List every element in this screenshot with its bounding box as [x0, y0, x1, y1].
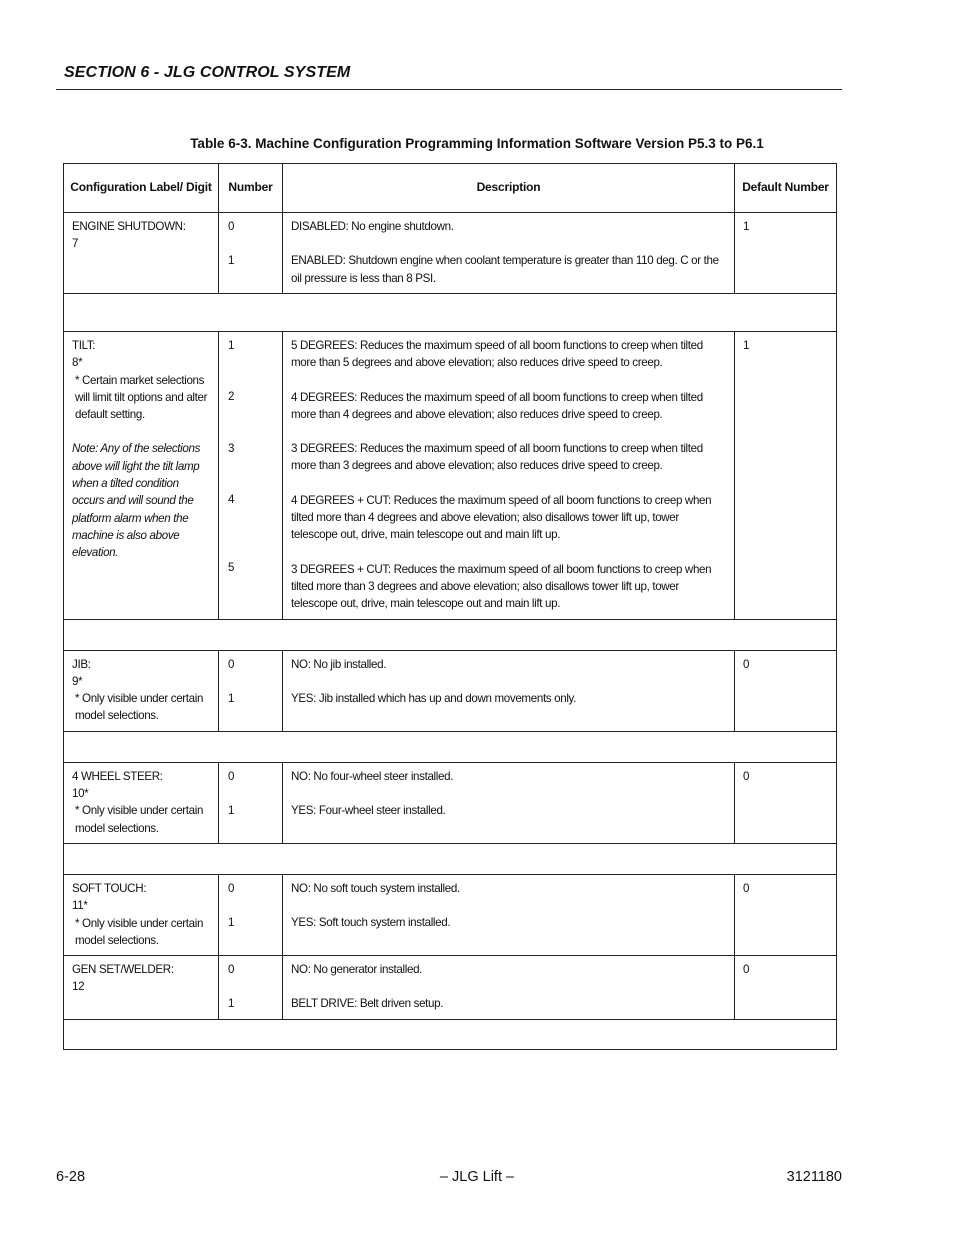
option-number: 0 — [228, 881, 235, 895]
column-header-number: Number — [219, 164, 283, 213]
config-label-cell — [64, 762, 219, 843]
config-label: 4 WHEEL STEER: — [72, 769, 163, 783]
description-cell — [283, 332, 735, 620]
table-row-engine-shutdown — [64, 213, 837, 294]
section-header: SECTION 6 - JLG CONTROL SYSTEM — [64, 64, 351, 81]
default-cell — [735, 650, 837, 731]
table-title: Table 6-3. Machine Configuration Programming Information Software Version P5.3 to P6.1 — [190, 136, 764, 151]
table-row-gen-set-welder — [64, 956, 837, 1020]
option-number: 0 — [228, 963, 235, 977]
document-number: 3121180 — [786, 1169, 842, 1185]
description-cell — [283, 762, 735, 843]
option-description: YES: Jib installed which has up and down movements only. — [291, 691, 577, 705]
column-header-default: Default Number — [735, 164, 837, 213]
default-cell — [735, 874, 837, 955]
option-description: DISABLED: No engine shutdown. — [291, 220, 454, 233]
option-number: 4 — [228, 492, 235, 506]
option-number: 1 — [228, 254, 235, 268]
spacer-row — [64, 1019, 837, 1049]
option-number: 0 — [228, 220, 235, 233]
config-digit: 10* — [72, 787, 89, 801]
column-header-label: Configuration Label/ Digit — [64, 164, 219, 213]
config-label: TILT: — [72, 339, 96, 352]
option-description: NO: No four-wheel steer installed. — [291, 769, 454, 783]
default-number: 1 — [743, 220, 750, 233]
option-number: 1 — [228, 804, 235, 818]
option-description: 4 DEGREES + CUT: Reduces the maximum speed of all boom functions to creep when tilted more than 4 degrees and above elevation; also disallows tower lift up, tower telescope out, drive, main telescope out and main lift up. — [291, 493, 712, 542]
option-number: 5 — [228, 561, 235, 575]
number-cell — [219, 956, 283, 1020]
description-cell — [283, 213, 735, 294]
table-row-jib — [64, 650, 837, 731]
config-digit: 9* — [72, 674, 83, 688]
config-note: Note: Any of the selections above will light the tilt lamp when a tilted condition occurs and will sound the platform alarm when the machine is also above elevation. — [72, 442, 201, 560]
default-number: 0 — [743, 657, 750, 671]
footer-brand: – JLG Lift – — [439, 1169, 515, 1185]
option-description: YES: Soft touch system installed. — [291, 916, 451, 930]
option-description: BELT DRIVE: Belt driven setup. — [291, 997, 444, 1011]
default-cell — [735, 332, 837, 620]
page-number: 6-28 — [56, 1169, 86, 1185]
header-divider — [56, 89, 842, 90]
number-cell — [219, 762, 283, 843]
spacer-row — [64, 619, 837, 650]
spacer-row — [64, 731, 837, 762]
option-number: 1 — [228, 339, 235, 352]
default-cell — [735, 213, 837, 294]
option-number: 1 — [228, 916, 235, 930]
config-label-cell — [64, 650, 219, 731]
config-label: SOFT TOUCH: — [72, 881, 147, 895]
config-footnote: * Only visible under certain model selections. — [75, 916, 204, 947]
config-digit: 8* — [72, 356, 83, 370]
number-cell — [219, 874, 283, 955]
default-number: 0 — [743, 963, 750, 977]
config-label: JIB: — [72, 657, 91, 671]
option-description: 3 DEGREES: Reduces the maximum speed of all boom functions to creep when tilted more than 3 degrees and above elevation; also reduces drive speed to creep. — [291, 442, 703, 473]
option-description: NO: No soft touch system installed. — [291, 881, 460, 895]
option-description: 5 DEGREES: Reduces the maximum speed of all boom functions to creep when tilted more than 5 degrees and above elevation; also reduces drive speed to creep. — [291, 339, 703, 370]
config-digit: 7 — [72, 237, 79, 251]
default-cell — [735, 762, 837, 843]
column-header-description: Description — [283, 164, 735, 213]
config-label-cell — [64, 956, 219, 1020]
table-header-row — [64, 164, 837, 213]
config-footnote: * Only visible under certain model selections. — [75, 692, 204, 723]
config-label: GEN SET/WELDER: — [72, 963, 174, 977]
config-footnote: * Only visible under certain model selections. — [75, 804, 204, 835]
config-footnote: * Certain market selections will limit tilt options and alter default setting. — [75, 373, 208, 422]
option-number: 0 — [228, 657, 235, 671]
option-description: ENABLED: Shutdown engine when coolant temperature is greater than 110 deg. C or the oil pressure is less than 8 PSI. — [291, 254, 719, 285]
default-number: 0 — [743, 881, 750, 895]
option-description: 3 DEGREES + CUT: Reduces the maximum speed of all boom functions to creep when tilted more than 3 degrees and above elevation; also disallows tower lift up, tower telescope out, drive, main telescope out and main lift up. — [291, 562, 712, 611]
spacer-row — [64, 294, 837, 332]
table-row-soft-touch — [64, 874, 837, 955]
number-cell — [219, 213, 283, 294]
option-number: 1 — [228, 691, 235, 705]
option-description: YES: Four-wheel steer installed. — [291, 804, 446, 818]
option-number: 1 — [228, 997, 235, 1011]
description-cell — [283, 650, 735, 731]
default-number: 1 — [743, 339, 750, 352]
option-description: NO: No jib installed. — [291, 657, 387, 671]
config-label-cell — [64, 332, 219, 620]
table-row-tilt — [64, 332, 837, 620]
default-number: 0 — [743, 769, 750, 783]
config-label-cell — [64, 874, 219, 955]
spacer-row — [64, 843, 837, 874]
config-label-cell — [64, 213, 219, 294]
option-number: 0 — [228, 769, 235, 783]
option-description: 4 DEGREES: Reduces the maximum speed of all boom functions to creep when tilted more than 4 degrees and above elevation; also reduces drive speed to creep. — [291, 390, 703, 421]
config-digit: 11* — [72, 899, 88, 913]
description-cell — [283, 874, 735, 955]
configuration-table — [63, 163, 837, 1050]
config-digit: 12 — [72, 980, 85, 994]
option-number: 2 — [228, 390, 235, 404]
number-cell — [219, 650, 283, 731]
config-label: ENGINE SHUTDOWN: — [72, 220, 186, 233]
table-row-4-wheel-steer — [64, 762, 837, 843]
option-number: 3 — [228, 441, 235, 455]
default-cell — [735, 956, 837, 1020]
number-cell — [219, 332, 283, 620]
option-description: NO: No generator installed. — [291, 963, 423, 977]
description-cell — [283, 956, 735, 1020]
